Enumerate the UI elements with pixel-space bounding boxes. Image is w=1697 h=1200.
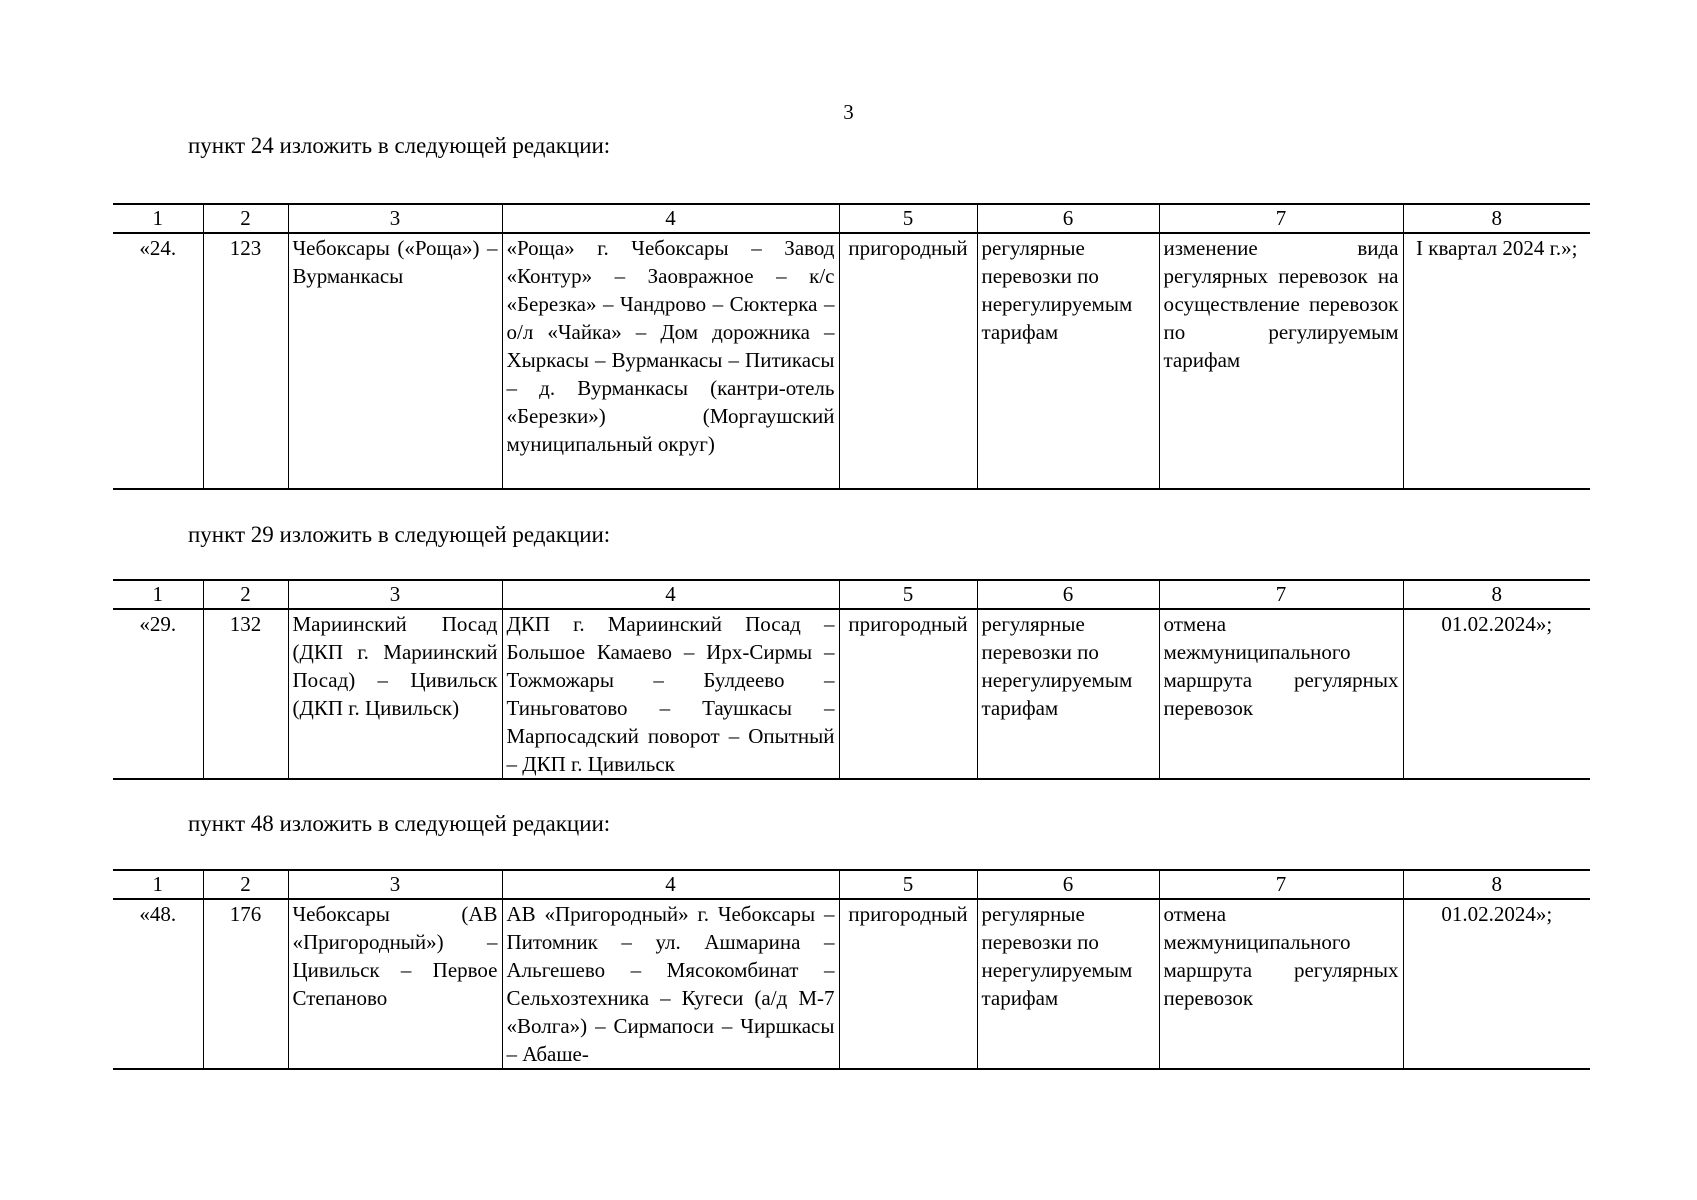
table-header-row — [113, 870, 1590, 899]
column-number-5: 5 — [839, 870, 977, 899]
column-number-7: 7 — [1159, 580, 1403, 609]
amendment-table-48 — [113, 869, 1590, 1070]
table-header-row — [113, 204, 1590, 233]
table-row — [113, 609, 1590, 779]
route-stops: «Роща» г. Чебоксары – Завод «Контур» – Заовражное – к/с «Березка» – Чандрово – Сюктерка – о/л «Чайка» – Дом дорожника – Хыркасы – Вурманкасы – Питикасы – д. Вурманкасы (кантри-отель «Березки») (Моргаушский муниципальный округ) — [502, 233, 839, 489]
route-type: пригородный — [839, 899, 977, 1069]
column-number-4: 4 — [502, 580, 839, 609]
change-date: 01.02.2024»; — [1403, 899, 1590, 1069]
column-number-3: 3 — [288, 204, 502, 233]
change-date: 01.02.2024»; — [1403, 609, 1590, 779]
column-number-4: 4 — [502, 204, 839, 233]
column-number-5: 5 — [839, 580, 977, 609]
page-number: 3 — [843, 100, 854, 124]
column-number-6: 6 — [977, 870, 1159, 899]
transport-mode: регулярные перевозки по нерегулируемым тарифам — [977, 899, 1159, 1069]
route-type: пригородный — [839, 233, 977, 489]
column-number-7: 7 — [1159, 204, 1403, 233]
transport-mode: регулярные перевозки по нерегулируемым тарифам — [977, 609, 1159, 779]
change-date: I квартал 2024 г.»; — [1403, 233, 1590, 489]
route-type: пригородный — [839, 609, 977, 779]
amendment-table-24 — [113, 203, 1590, 490]
table-row — [113, 233, 1590, 489]
column-number-5: 5 — [839, 204, 977, 233]
column-number-3: 3 — [288, 580, 502, 609]
route-number: 123 — [203, 233, 288, 489]
transport-mode: регулярные перевозки по нерегулируемым тарифам — [977, 233, 1159, 489]
amendment-table-29 — [113, 579, 1590, 780]
route-name: Мариинский Посад (ДКП г. Мариинский Посад) – Цивильск (ДКП г. Цивильск) — [288, 609, 502, 779]
route-name: Чебоксары (АВ «Пригородный») – Цивильск – Первое Степаново — [288, 899, 502, 1069]
column-number-1: 1 — [113, 204, 203, 233]
item-number: «29. — [113, 609, 203, 779]
amendment-instruction-29: пункт 29 изложить в следующей редакции: — [188, 522, 611, 547]
route-number: 132 — [203, 609, 288, 779]
route-number: 176 — [203, 899, 288, 1069]
item-number: «24. — [113, 233, 203, 489]
column-number-3: 3 — [288, 870, 502, 899]
column-number-8: 8 — [1403, 580, 1590, 609]
column-number-4: 4 — [502, 870, 839, 899]
column-number-8: 8 — [1403, 204, 1590, 233]
amendment-instruction-48: пункт 48 изложить в следующей редакции: — [188, 811, 611, 836]
item-number: «48. — [113, 899, 203, 1069]
column-number-2: 2 — [203, 870, 288, 899]
column-number-8: 8 — [1403, 870, 1590, 899]
route-name: Чебоксары («Роща») – Вурманкасы — [288, 233, 502, 489]
column-number-2: 2 — [203, 204, 288, 233]
table-row — [113, 899, 1590, 1069]
column-number-6: 6 — [977, 204, 1159, 233]
column-number-7: 7 — [1159, 870, 1403, 899]
amendment-instruction-24: пункт 24 изложить в следующей редакции: — [188, 133, 611, 158]
route-stops: ДКП г. Мариинский Посад – Большое Камаево – Ирх-Сирмы – Тожможары – Булдеево – Тиньговатово – Таушкасы – Марпосадский поворот – Опытный – ДКП г. Цивильск — [502, 609, 839, 779]
route-stops: АВ «Пригородный» г. Чебоксары – Питомник – ул. Ашмарина – Альгешево – Мясокомбинат – Сельхозтехника – Кугеси (а/д М-7 «Волга») – Сирмапоси – Чиршкасы – Абаше- — [502, 899, 839, 1069]
column-number-2: 2 — [203, 580, 288, 609]
planned-change: отмена межмуниципального маршрута регулярных перевозок — [1159, 899, 1403, 1069]
column-number-1: 1 — [113, 580, 203, 609]
table-header-row — [113, 580, 1590, 609]
column-number-6: 6 — [977, 580, 1159, 609]
planned-change: изменение вида регулярных перевозок на осуществление перевозок по регулируемым тарифам — [1159, 233, 1403, 489]
planned-change: отмена межмуниципального маршрута регулярных перевозок — [1159, 609, 1403, 779]
column-number-1: 1 — [113, 870, 203, 899]
